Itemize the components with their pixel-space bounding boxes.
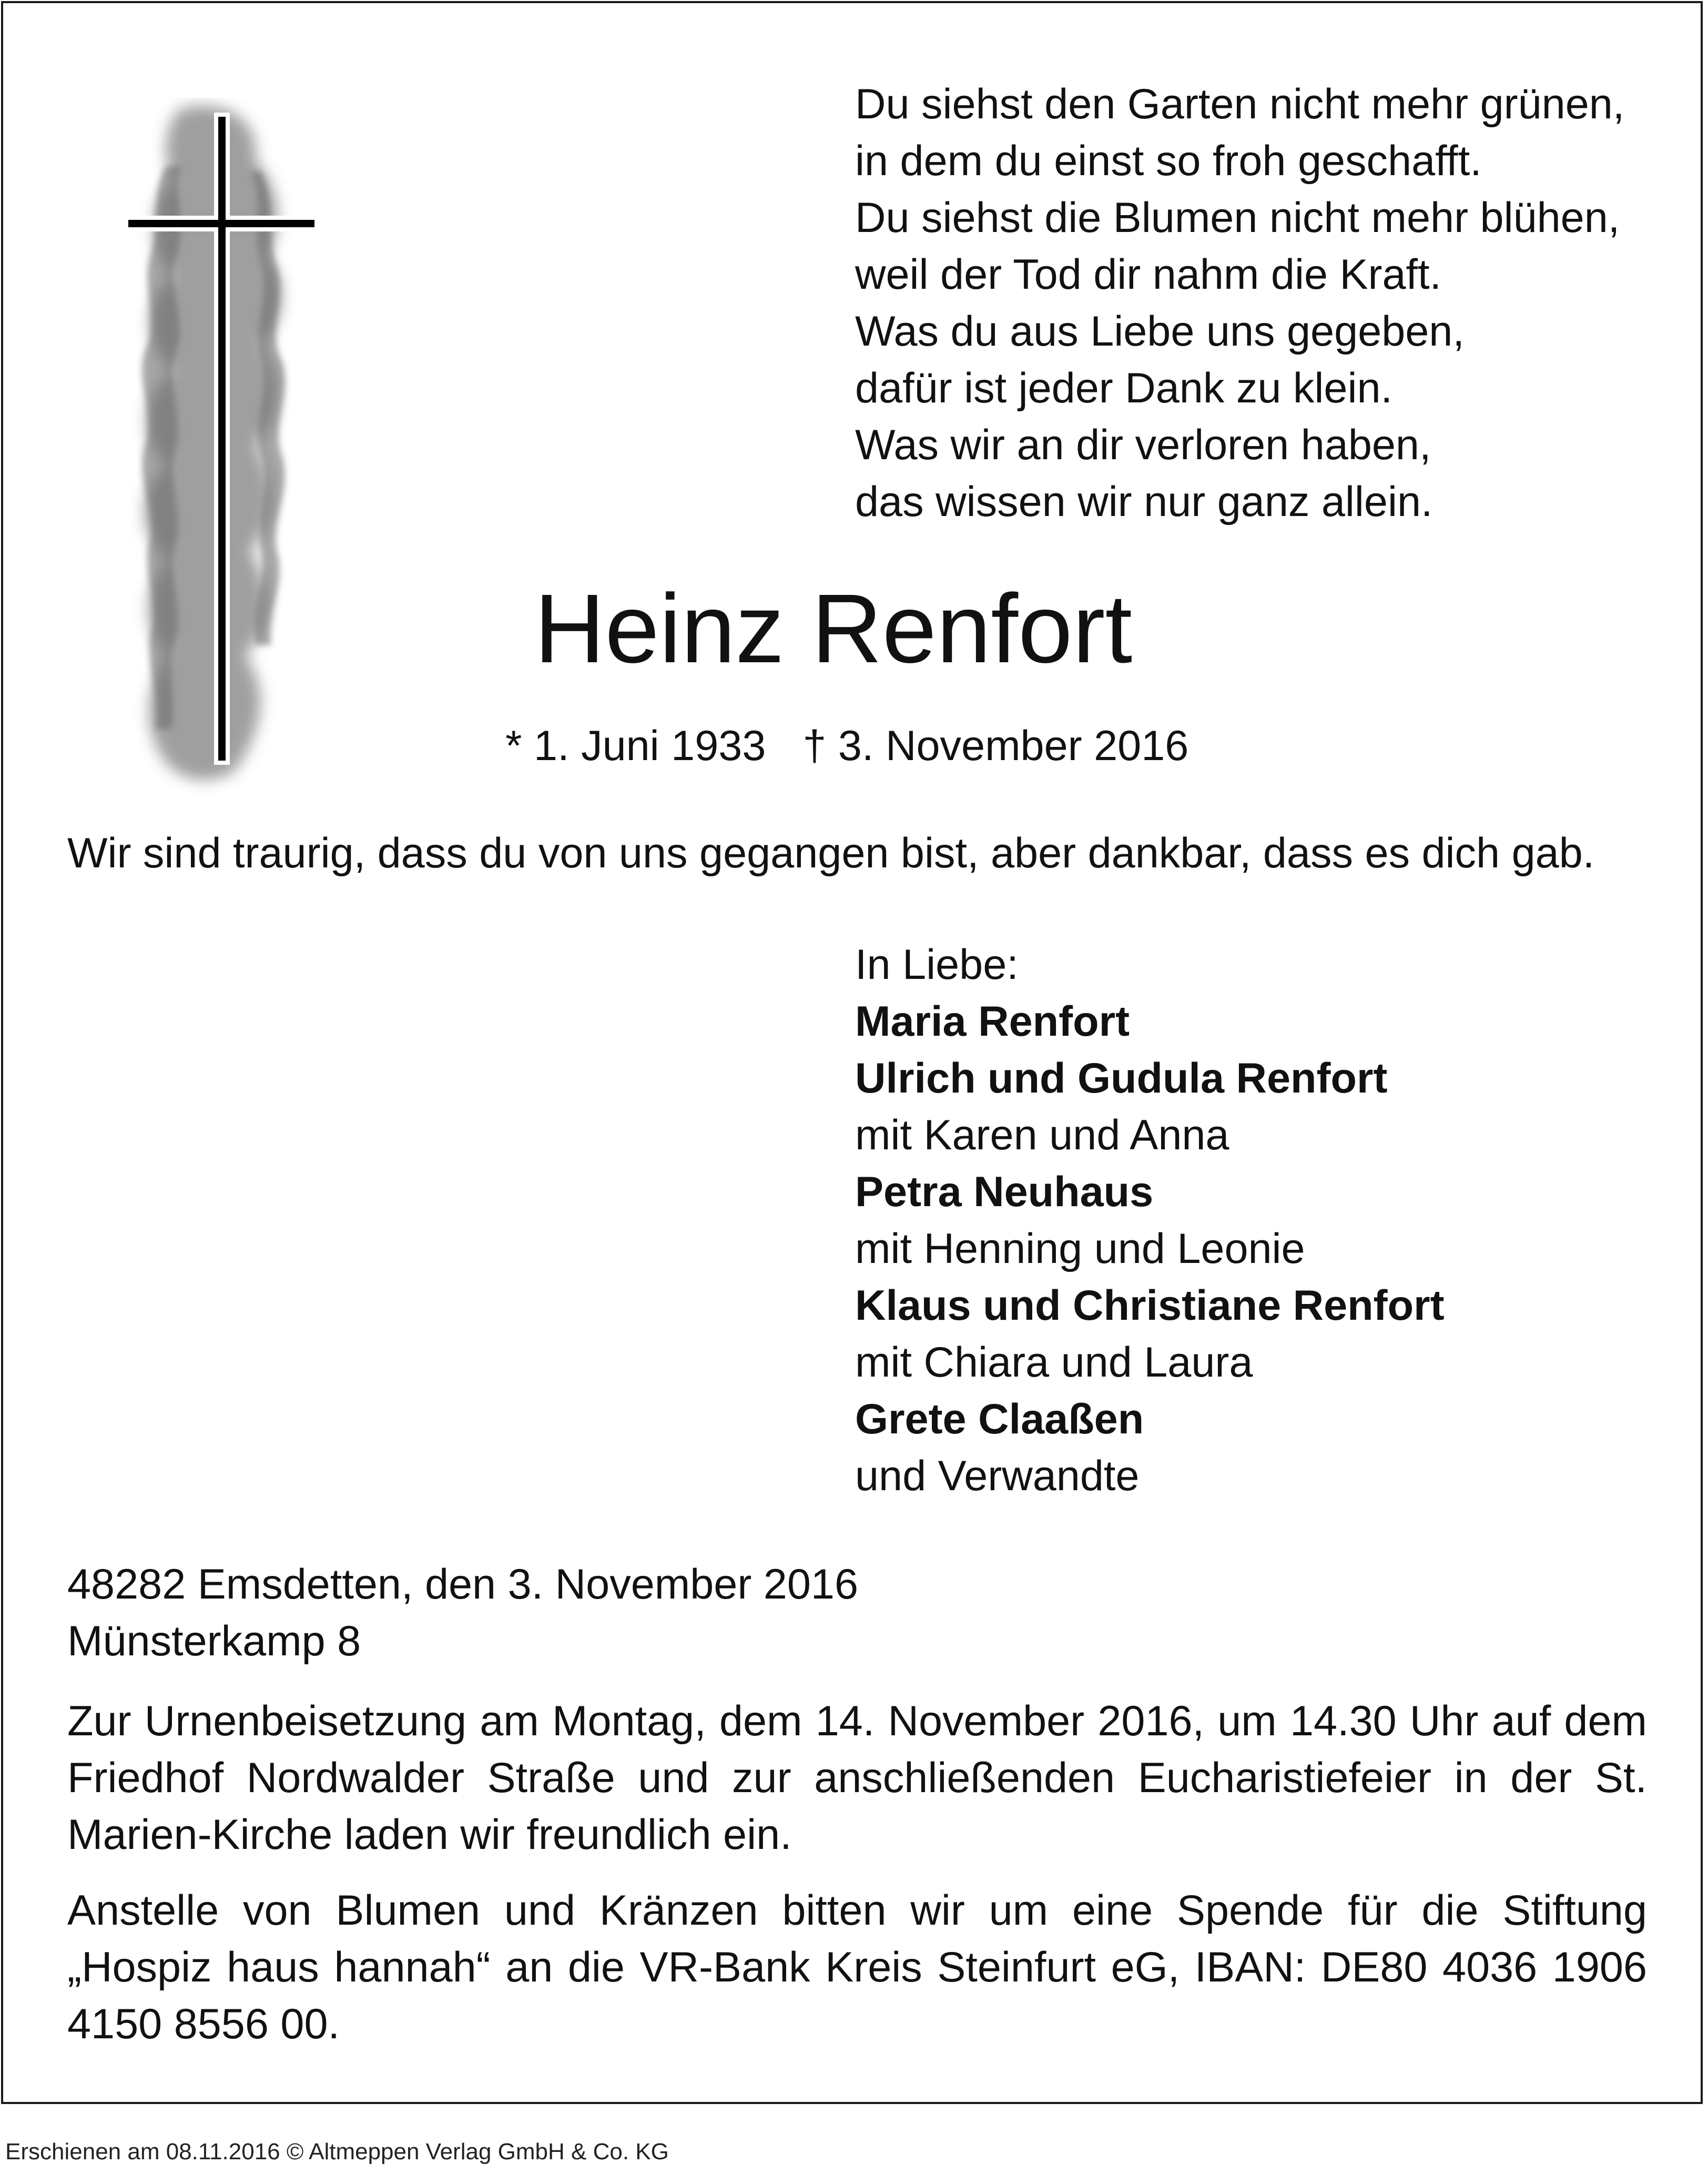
family-member: Petra Neuhaus [855,1168,1154,1216]
poem-line: Was du aus Liebe uns gegeben, [855,308,1465,355]
street-address: Münsterkamp 8 [67,1617,361,1665]
donation-notice: Anstelle von Blumen und Kränzen bitten wir um eine Spende für die Stiftung „Hospiz haus hannah“ an die VR-Bank Kreis Steinfurt eG, IBAN: DE80 4036 1906 4150 8556 00. [67,1887,1647,2048]
death-date: † 3. November 2016 [802,722,1189,770]
poem-line: Was wir an dir verloren haben, [855,421,1431,469]
deceased-name: Heinz Renfort [534,574,1133,683]
family-member: Maria Renfort [855,998,1130,1045]
obituary-frame [1,1,1703,2104]
family-member-detail: und Verwandte [855,1452,1140,1500]
cross-icon [103,98,345,797]
poem-line: in dem du einst so froh geschafft. [855,137,1482,185]
poem-line: weil der Tod dir nahm die Kraft. [855,251,1442,298]
family-list [855,936,1445,1504]
place-block [67,1556,858,1670]
poem [855,76,1624,530]
funeral-notice: Zur Urnenbeisetzung am Montag, dem 14. November 2016, um 14.30 Uhr auf dem Friedhof Nordwalder Straße und zur anschließenden Eucharistiefeier in der St. Marien-Kirche laden wir freundlich ein. [67,1697,1647,1858]
family-member: Klaus und Christiane Renfort [855,1282,1445,1329]
city-date: 48282 Emsdetten, den 3. November 2016 [67,1561,858,1608]
family-member-detail: mit Karen und Anna [855,1111,1229,1159]
family-member-detail: mit Henning und Leonie [855,1225,1305,1272]
family-member-detail: mit Chiara und Laura [855,1339,1253,1386]
poem-line: dafür ist jeder Dank zu klein. [855,365,1392,412]
family-intro: In Liebe: [855,941,1019,988]
life-dates [505,720,1188,772]
poem-line: das wissen wir nur ganz allein. [855,478,1433,525]
poem-line: Du siehst die Blumen nicht mehr blühen, [855,194,1620,241]
sentiment-line: Wir sind traurig, dass du von uns gegangen bist, aber dankbar, dass es dich gab. [67,830,1595,877]
birth-date: * 1. Juni 1933 [505,722,766,770]
family-member: Grete Claaßen [855,1396,1144,1443]
poem-line: Du siehst den Garten nicht mehr grünen, [855,80,1625,128]
family-member: Ulrich und Gudula Renfort [855,1055,1388,1102]
publication-footer: Erschienen am 08.11.2016 © Altmeppen Verlag GmbH & Co. KG [5,2139,669,2165]
